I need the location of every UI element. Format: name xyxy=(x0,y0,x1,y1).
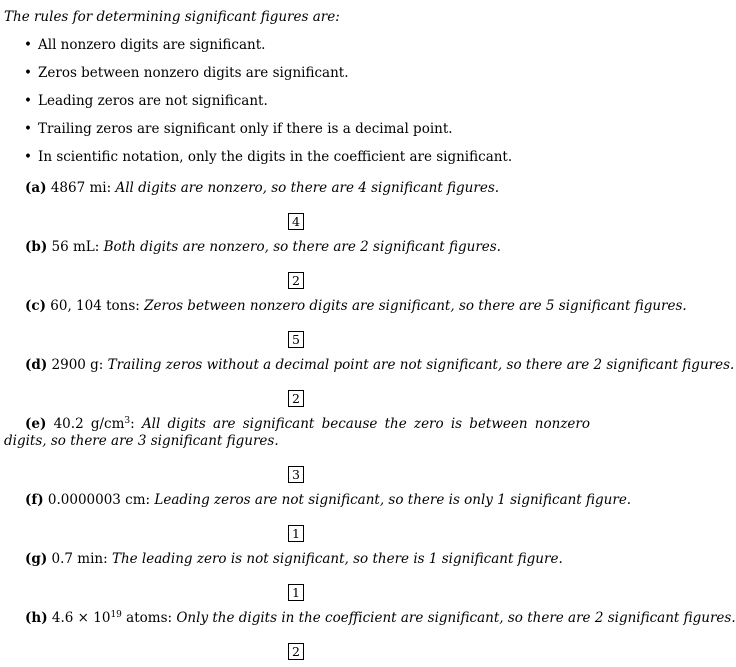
problem-quantity: 0.0000003 cm: xyxy=(47,492,151,508)
quantity-base: 4.6 × 10 xyxy=(51,610,111,626)
problem-explanation: Trailing zeros without a decimal point are not significant, so there are 2 significant figures. xyxy=(107,357,735,373)
answer-box-d: 2 xyxy=(288,390,304,407)
problem-quantity: 4867 mi: xyxy=(50,180,112,196)
problem-quantity xyxy=(54,416,135,432)
bullet-icon: • xyxy=(24,37,32,53)
problem-label: (d) xyxy=(25,357,48,373)
rule-text: All nonzero digits are significant. xyxy=(38,37,266,53)
answer-box-b: 2 xyxy=(288,272,304,289)
problem-label: (a) xyxy=(25,180,47,196)
rule-item xyxy=(24,65,349,81)
problem-explanation: All digits are nonzero, so there are 4 significant figures. xyxy=(115,180,500,196)
rule-text: In scientific notation, only the digits in the coefficient are significant. xyxy=(38,149,513,165)
rule-text: Leading zeros are not significant. xyxy=(38,93,268,109)
rule-item xyxy=(24,37,266,53)
problem-label: (g) xyxy=(25,551,48,567)
problem-d xyxy=(25,357,734,373)
problem-quantity: 0.7 min: xyxy=(51,551,108,567)
problem-g xyxy=(25,551,563,567)
rule-text: Trailing zeros are significant only if there is a decimal point. xyxy=(38,121,453,137)
problem-explanation: Only the digits in the coefficient are significant, so there are 2 significant figures. xyxy=(176,610,736,626)
quantity-tail: : xyxy=(130,416,135,432)
problem-quantity: 60, 104 tons: xyxy=(50,298,140,314)
problem-label: (f) xyxy=(25,492,44,508)
problem-label: (c) xyxy=(25,298,46,314)
problem-explanation: All digits are significant because the zero is between nonzero digits, so there are 3 significant figures. xyxy=(4,416,590,449)
problem-label: (h) xyxy=(25,610,48,626)
rule-text: Zeros between nonzero digits are significant. xyxy=(38,65,349,81)
problem-b xyxy=(25,239,501,255)
problem-quantity: 56 mL: xyxy=(51,239,100,255)
answer-box-a: 4 xyxy=(288,213,304,230)
problem-c xyxy=(25,298,687,314)
bullet-icon: • xyxy=(24,65,32,81)
problem-quantity: 2900 g: xyxy=(51,357,104,373)
problem-explanation: Both digits are nonzero, so there are 2 significant figures. xyxy=(103,239,501,255)
bullet-icon: • xyxy=(24,149,32,165)
quantity-base: 40.2 g/cm xyxy=(53,416,125,432)
answer-box-g: 1 xyxy=(288,584,304,601)
problem-f xyxy=(25,492,631,508)
problem-label: (e) xyxy=(25,416,47,432)
quantity-exponent: 3 xyxy=(124,416,131,426)
problem-explanation: Zeros between nonzero digits are significant, so there are 5 significant figures. xyxy=(144,298,687,314)
answer-box-h: 2 xyxy=(288,643,304,660)
rule-item xyxy=(24,149,513,165)
problem-explanation: Leading zeros are not significant, so there is only 1 significant figure. xyxy=(154,492,632,508)
quantity-tail: atoms: xyxy=(121,610,173,626)
bullet-icon: • xyxy=(24,93,32,109)
answer-box-f: 1 xyxy=(288,525,304,542)
problem-quantity xyxy=(52,610,172,626)
problem-label: (b) xyxy=(25,239,48,255)
quantity-exponent: 19 xyxy=(110,610,122,620)
rule-item xyxy=(24,121,453,137)
rule-item xyxy=(24,93,268,109)
problem-explanation: The leading zero is not significant, so there is 1 significant figure. xyxy=(111,551,563,567)
bullet-icon: • xyxy=(24,121,32,137)
intro-text: The rules for determining significant figures are: xyxy=(4,9,340,25)
problem-e xyxy=(4,416,590,450)
answer-box-c: 5 xyxy=(288,331,304,348)
answer-box-e: 3 xyxy=(288,466,304,483)
problem-a xyxy=(25,180,499,196)
problem-h xyxy=(25,610,736,626)
